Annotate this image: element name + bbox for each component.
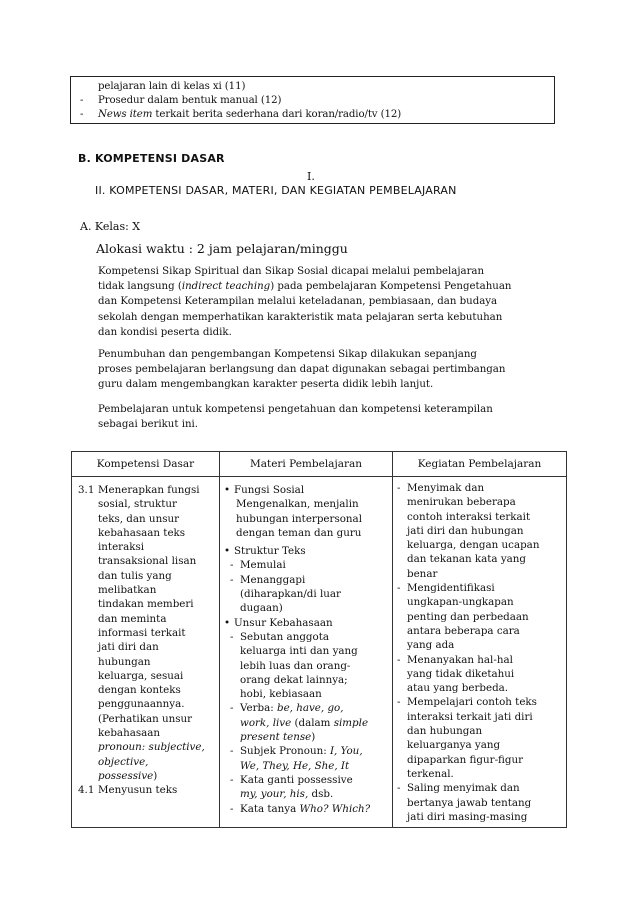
paragraph-line: proses pembelajaran berlangsung dan dapat digunakan sebagai pertimbangan — [98, 364, 506, 376]
dash-mark: - — [230, 573, 234, 586]
kd-line: dan meminta — [98, 612, 167, 625]
kd-line: dengan konteks — [98, 684, 181, 697]
materi-line: Mengenalkan, menjalin — [236, 498, 359, 511]
header-kompetensi-dasar: Kompetensi Dasar — [72, 452, 220, 477]
materi-line: dengan teman dan guru — [236, 526, 362, 539]
kd-number: 3.1 — [78, 484, 95, 496]
kd-line: informasi terkait — [98, 626, 186, 639]
materi-line: (diharapkan/di luar — [240, 588, 341, 601]
materi-line: hobi, kebiasaan — [240, 688, 322, 701]
kegiatan-line: dan tekanan kata yang — [407, 553, 527, 566]
kd-line: Menyusun teks — [98, 784, 178, 797]
materi-line: Sebutan anggota — [240, 630, 329, 643]
materi-line: my, your, his, dsb. — [240, 788, 334, 801]
dash-mark: - — [80, 95, 84, 106]
kd-line: objective, — [98, 755, 149, 768]
paragraph-line: sekolah dengan memperhatikan karakteristik mata pelajaran serta kebutuhan — [98, 311, 503, 323]
kd-line: melibatkan — [98, 584, 157, 597]
materi-line: Subjek Pronoun: I, You, — [240, 745, 363, 758]
materi-line: Memulai — [240, 559, 286, 572]
top-box-line-3: News item terkait berita sederhana dari koran/radio/tv (12) — [98, 109, 402, 120]
kegiatan-line: terkenal. — [407, 767, 454, 780]
materi-heading: Struktur Teks — [234, 545, 306, 558]
kegiatan-line: Mengidentifikasi — [407, 582, 495, 595]
materi-heading: Fungsi Sosial — [234, 484, 305, 496]
top-box-line-1: pelajaran lain di kelas xi (11) — [98, 81, 246, 92]
paragraph-line: Pembelajaran untuk kompetensi pengetahuan dan kompetensi keterampilan — [98, 404, 493, 415]
kd-line: keluarga, sesuai — [98, 669, 184, 682]
dash-mark: - — [80, 109, 84, 120]
dash-mark: - — [230, 745, 234, 758]
paragraph-line: Kompetensi Sikap Spiritual dan Sikap Sosial dicapai melalui pembelajaran — [98, 266, 485, 277]
kd-line: (Perhatikan unsur — [98, 712, 193, 725]
materi-line: work, live (dalam simple — [240, 716, 369, 729]
kegiatan-line: dipaparkan figur-figur — [407, 753, 524, 766]
roman-numeral-ii-heading: II. KOMPETENSI DASAR, MATERI, DAN KEGIATAN PEMBELAJARAN — [95, 184, 457, 197]
kd-line: pronoun: subjective, — [98, 741, 205, 754]
kegiatan-line: jati diri dan hubungan — [407, 524, 524, 537]
top-box — [70, 76, 555, 124]
paragraph-line: tidak langsung (indirect teaching) pada pembelajaran Kompetensi Pengetahuan — [98, 281, 512, 293]
materi-line: Kata ganti possessive — [240, 773, 353, 786]
kegiatan-line: Menanyakan hal-hal — [407, 653, 513, 666]
kd-line: sosial, struktur — [98, 498, 177, 511]
kegiatan-line: atau yang berbeda. — [407, 682, 509, 695]
roman-numeral-i: I. — [307, 170, 315, 183]
header-kegiatan-pembelajaran: Kegiatan Pembelajaran — [393, 452, 567, 477]
kelas-label: A. Kelas: X — [80, 220, 141, 233]
kegiatan-line: keluarganya yang — [407, 739, 501, 752]
kegiatan-line: Menyimak dan — [407, 482, 485, 494]
kd-number: 4.1 — [78, 784, 95, 797]
kd-line: dan tulis yang — [98, 569, 172, 582]
dash-mark: - — [397, 653, 401, 666]
kd-line: jati diri dan — [98, 641, 159, 654]
kd-line: teks, dan unsur — [98, 512, 180, 525]
kegiatan-line: antara beberapa cara — [407, 624, 520, 637]
cell-materi-pembelajaran — [220, 477, 393, 828]
dash-mark: - — [230, 559, 234, 572]
dash-mark: - — [397, 482, 401, 494]
dash-mark: - — [230, 773, 234, 786]
paragraph-3 — [98, 402, 560, 432]
materi-line: Kata tanya Who? Which? — [240, 802, 371, 815]
paragraph-2 — [98, 347, 560, 393]
materi-line: present tense) — [240, 731, 316, 744]
kegiatan-line: yang tidak diketahui — [407, 667, 515, 680]
kd-line: hubungan — [98, 655, 151, 668]
paragraph-1 — [98, 264, 560, 340]
kd-line: possessive) — [98, 769, 158, 782]
table-header-row — [72, 452, 567, 477]
kegiatan-line: dan hubungan — [407, 725, 483, 738]
alokasi-waktu: Alokasi waktu : 2 jam pelajaran/minggu — [96, 241, 348, 256]
kegiatan-line: Saling menyimak dan — [407, 782, 520, 795]
kegiatan-line: bertanya jawab tentang — [407, 796, 532, 809]
dash-mark: - — [397, 582, 401, 595]
materi-line: Verba: be, have, go, — [240, 702, 344, 715]
kd-line: penggunaannya. — [98, 698, 185, 711]
kegiatan-line: interaksi terkait jati diri — [407, 710, 533, 723]
kd-line: kebahasaan teks — [98, 526, 186, 539]
materi-heading: Unsur Kebahasaan — [234, 616, 333, 629]
kd-line: interaksi — [98, 541, 145, 554]
dash-mark: - — [230, 802, 234, 815]
paragraph-line: sebagai berikut ini. — [98, 419, 199, 431]
kegiatan-line: penting dan perbedaan — [407, 610, 529, 623]
bullet-icon: • — [224, 616, 231, 629]
kegiatan-line: Mempelajari contoh teks — [407, 696, 537, 709]
kegiatan-line: jati diri masing-masing — [407, 810, 528, 823]
cell-kompetensi-dasar — [72, 477, 220, 828]
paragraph-line: dan Kompetensi Keterampilan melalui keteladanan, pembiasaan, dan budaya — [98, 296, 498, 308]
materi-line: keluarga inti dan yang — [240, 645, 358, 658]
kd-line: tindakan memberi — [98, 598, 194, 611]
kd-line: kebahasaan — [98, 727, 161, 740]
dash-mark: - — [397, 696, 401, 709]
paragraph-line: guru dalam mengembangkan karakter peserta didik lebih lanjut. — [98, 379, 434, 391]
bullet-icon: • — [224, 484, 231, 496]
kegiatan-line: contoh interaksi terkait — [407, 510, 531, 523]
section-heading: B. KOMPETENSI DASAR — [78, 152, 225, 165]
materi-line: hubungan interpersonal — [236, 512, 362, 525]
kd-line: transaksional lisan — [98, 555, 197, 568]
kd-line: Menerapkan fungsi — [98, 484, 200, 496]
kegiatan-line: keluarga, dengan ucapan — [407, 539, 540, 552]
paragraph-line: dan kondisi peserta didik. — [98, 326, 232, 338]
kegiatan-line: menirukan beberapa — [407, 496, 516, 509]
dash-mark: - — [230, 630, 234, 643]
bullet-icon: • — [224, 545, 231, 558]
kegiatan-line: yang ada — [407, 639, 455, 652]
header-materi-pembelajaran: Materi Pembelajaran — [220, 452, 393, 477]
kegiatan-line: benar — [407, 567, 438, 580]
kegiatan-line: ungkapan-ungkapan — [407, 596, 514, 609]
materi-line: Menanggapi — [240, 573, 306, 586]
cell-kegiatan-pembelajaran — [393, 477, 567, 828]
materi-line: orang dekat lainnya; — [240, 673, 348, 686]
materi-line: We, They, He, She, It — [240, 759, 350, 772]
dash-mark: - — [397, 782, 401, 795]
kompetensi-table — [71, 451, 567, 828]
materi-line: lebih luas dan orang- — [240, 659, 351, 672]
top-box-line-2: Prosedur dalam bentuk manual (12) — [98, 95, 282, 106]
materi-line: dugaan) — [240, 602, 283, 615]
paragraph-line: Penumbuhan dan pengembangan Kompetensi Sikap dilakukan sepanjang — [98, 349, 477, 360]
dash-mark: - — [230, 702, 234, 715]
table-row — [72, 477, 567, 828]
